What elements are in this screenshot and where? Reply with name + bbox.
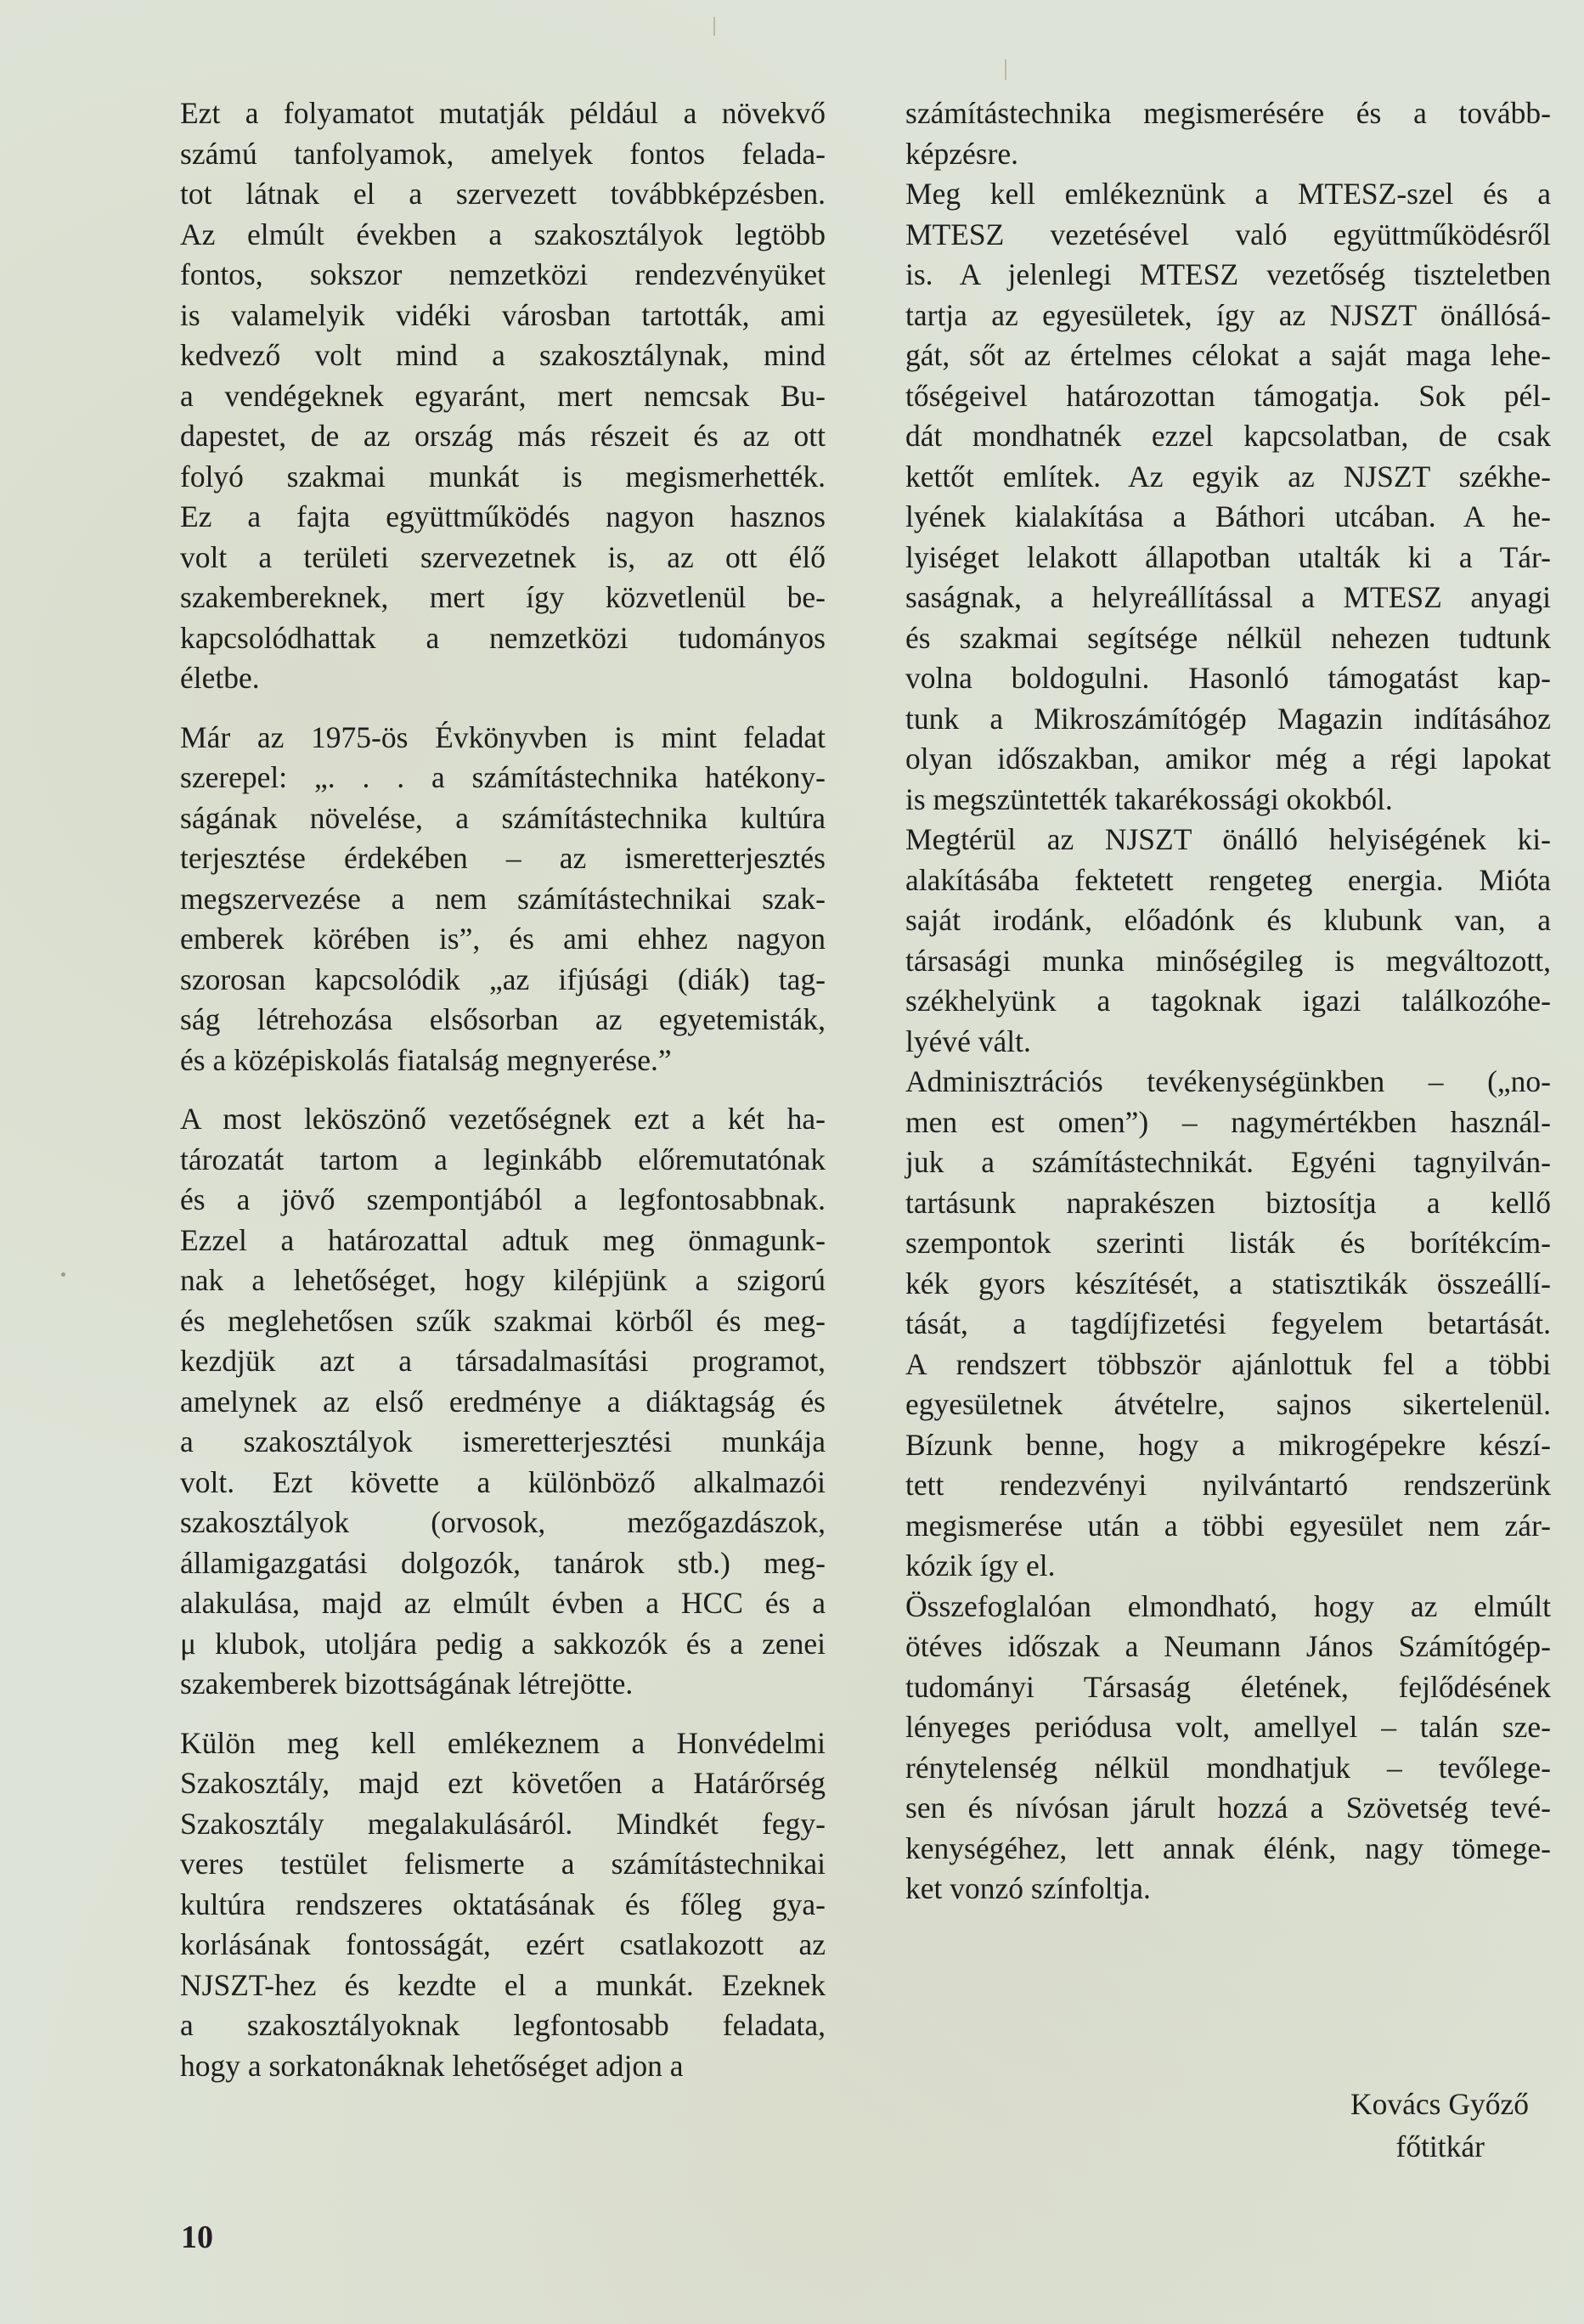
text-line: kettőt említek. Az egyik az NJSZT székhe- [905,459,1551,494]
text-line: is valamelyik vidéki városban tartották, ami [180,297,826,332]
scan-mark [61,1272,65,1277]
text-line: Meg kell emlékeznünk a MTESZ-szel és a [905,177,1551,211]
text-line: lyének kialakítása a Báthori utcában. A he- [905,499,1551,533]
text-line: folyó szakmai munkát is megismerhették. [180,459,826,494]
text-line: tását, a tagdíjfizetési fegyelem betartását. [905,1306,1551,1340]
text-line: megismerése után a többi egyesület nem zár- [905,1508,1551,1543]
text-line: volna boldogulni. Hasonló támogatást kap- [905,661,1551,695]
text-line: olyan időszakban, amikor még a régi lapokat [905,742,1551,776]
paragraph [180,718,826,1081]
text-line: számítástechnika megismerésére és a tovább- [905,96,1551,130]
text-line: tőségeivel határozottan támogatja. Sok pél- [905,378,1551,413]
text-line: és a középiskolás fiatalság megnyerése.” [180,1042,672,1077]
text-line: Összefoglalóan elmondható, hogy az elmúlt [905,1588,1551,1623]
text-line: tározatát tartom a leginkább előremutatónak [180,1142,826,1176]
text-line: MTESZ vezetésével való együttműködésről [905,217,1551,251]
text-line: is. A jelenlegi MTESZ vezetőség tiszteletben [905,257,1551,291]
text-line: tot látnak el a szervezett továbbképzésben. [180,177,826,211]
text-line: Már az 1975-ös Évkönyvben is mint feladat [180,719,826,754]
text-line: a vendégeknek egyaránt, mert nemcsak Bu- [180,378,826,413]
text-line: alakulása, majd az elmúlt évben a HCC és a [180,1586,826,1620]
text-line: Bízunk benne, hogy a mikrogépekre készí- [905,1427,1551,1462]
text-line: tudományi Társaság életének, fejlődésének [905,1669,1551,1704]
text-line: men est omen”) – nagymértékben használ- [905,1104,1551,1139]
text-line: ötéves időszak a Neumann János Számítógép- [905,1629,1551,1663]
text-line: Ezt a folyamatot mutatják például a növekvő [180,96,826,130]
text-line: kedvező volt mind a szakosztálynak, mind [180,338,826,372]
text-line: szakosztályok (orvosok, mezőgazdászok, [180,1505,826,1539]
paragraph [180,1723,826,2087]
text-line: dát mondhatnék ezzel kapcsolatban, de csak [905,419,1551,453]
text-line: sen és nívósan járult hozzá a Szövetség tevé- [905,1791,1551,1825]
text-line: fontos, sokszor nemzetközi rendezvényüket [180,257,826,291]
signature-block [1181,2083,1529,2168]
paragraph [905,1587,1551,1909]
text-line: kultúra rendszeres oktatásának és főleg gya- [180,1887,826,1921]
paragraph-gap [180,1080,826,1099]
text-line: székhelyünk a tagoknak igazi találkozóhe- [905,984,1551,1018]
right-column [905,93,1551,1909]
text-line: rénytelenség nélkül mondhatjuk – tevőlege- [905,1750,1551,1785]
text-line: és a jövő szempontjából a legfontosabbnak. [180,1182,826,1216]
text-line: és meglehetősen szűk szakmai körből és meg- [180,1303,826,1338]
text-line: is megszüntették takarékossági okokból. [905,781,1393,816]
text-line: Adminisztrációs tevékenységünkben – („no- [905,1064,1551,1098]
paragraph [905,93,1551,174]
text-line: a szakosztályok ismeretterjesztési munkája [180,1424,826,1458]
text-line: volt a területi szervezetnek is, az ott élő [180,539,826,574]
text-line: Az elmúlt években a szakosztályok legtöbb [180,217,826,251]
text-line: A most leköszönő vezetőségnek ezt a két ha- [180,1102,826,1136]
text-line: megszervezése a nem számítástechnikai szak- [180,881,826,916]
text-line: amelynek az első eredménye a diáktagság és [180,1384,826,1419]
text-line: NJSZT-hez és kezdte el a munkát. Ezeknek [180,1967,826,2002]
text-line: hogy a sorkatonáknak lehetőséget adjon a [180,2048,684,2083]
text-line: szorosan kapcsolódik „az ifjúsági (diák) tag- [180,962,826,996]
text-line: szempontok szerinti listák és borítékcím- [905,1226,1551,1260]
text-line: ságának növelése, a számítástechnika kultúra [180,800,826,835]
text-line: egyesületnek átvételre, sajnos sikertelenül. [905,1387,1551,1421]
author-title: főtitkár [1395,2129,1485,2163]
text-line: Ezzel a határozattal adtuk meg önmagunk- [180,1222,826,1257]
text-line: Külön meg kell emlékeznem a Honvédelmi [180,1725,826,1760]
scan-mark [1005,59,1006,80]
text-line: Ez a fajta együttműködés nagyon hasznos [180,499,826,533]
text-line: életbe. [180,661,260,695]
text-line: ket vonzó színfoltja. [905,1871,1151,1905]
text-line: szerepel: „. . . a számítástechnika hatékony- [180,760,826,794]
text-line: terjesztése érdekében – az ismeretterjesztés [180,841,826,875]
text-line: Megtérül az NJSZT önálló helyiségének ki- [905,822,1551,856]
text-line: kék gyors készítését, a statisztikák összeállí- [905,1266,1551,1300]
text-line: Szakosztály megalakulásáról. Mindkét fegy- [180,1806,826,1841]
paragraph-gap [180,1705,826,1723]
text-line: társasági munka minőségileg is megváltozott, [905,943,1551,978]
text-line: számú tanfolyamok, amelyek fontos felada- [180,136,826,171]
text-line: gát, sőt az értelmes célokat a saját maga lehe- [905,338,1551,372]
text-line: kezdjük azt a társadalmasítási programot, [180,1344,826,1378]
text-line: veres testület felismerte a számítástechnikai [180,1847,826,1881]
text-line: lyévé vált. [905,1024,1031,1058]
text-line: saságnak, a helyreállítással a MTESZ anyagi [905,580,1551,614]
author-name: Kovács Győző [1350,2087,1529,2121]
text-line: lényeges periódusa volt, amellyel – talán sze- [905,1710,1551,1744]
text-line: volt. Ezt követte a különböző alkalmazói [180,1464,826,1499]
text-line: lyiséget lelakott állapotban utalták ki a Tár- [905,539,1551,574]
text-line: tartja az egyesületek, így az NJSZT önállósá- [905,297,1551,332]
text-line: és szakmai segítsége nélkül nehezen tudtunk [905,620,1551,655]
text-line: a szakosztályoknak legfontosabb feladata, [180,2008,826,2042]
text-line: μ klubok, utoljára pedig a sakkozók és a zenei [180,1626,826,1661]
text-line: alakításába fektetett rengeteg energia. Mióta [905,862,1551,897]
paragraph [905,820,1551,1062]
text-line: szakemberek bizottságának létrejötte. [180,1667,634,1701]
paragraph [905,1062,1551,1587]
text-line: tett rendezvényi nyilvántartó rendszerünk [905,1468,1551,1502]
text-line: Szakosztály, majd ezt követően a Határőrség [180,1766,826,1800]
text-line: kózik így el. [905,1548,1056,1582]
page-number: 10 [181,2220,213,2255]
text-line: korlásának fontosságát, ezért csatlakozott az [180,1927,826,1961]
paragraph [180,1099,826,1705]
text-line: kapcsolódhattak a nemzetközi tudományos [180,620,826,655]
text-line: saját irodánk, előadónk és klubunk van, a [905,903,1551,937]
text-line: A rendszert többször ajánlottuk fel a többi [905,1346,1551,1381]
text-line: kenységéhez, lett annak élénk, nagy tömege- [905,1830,1551,1865]
text-line: tunk a Mikroszámítógép Magazin indításához [905,701,1551,736]
paragraph-gap [180,699,826,718]
text-line: szakembereknek, mert így közvetlenül be- [180,580,826,614]
text-line: emberek körében is”, és ami ehhez nagyon [180,922,826,956]
text-line: nak a lehetőséget, hogy kilépjünk a szigorú [180,1263,826,1297]
paragraph [905,174,1551,820]
text-line: képzésre. [905,136,1019,171]
paragraph [180,93,826,699]
text-line: tartásunk naprakészen biztosítja a kellő [905,1185,1551,1220]
text-line: államigazgatási dolgozók, tanárok stb.) meg- [180,1545,826,1580]
text-line: ság létrehozása elsősorban az egyetemisták, [180,1002,826,1036]
text-line: juk a számítástechnikát. Egyéni tagnyilván- [905,1145,1551,1179]
scan-mark [713,17,715,36]
left-column [180,93,826,2086]
text-line: dapestet, de az ország más részeit és az ott [180,419,826,453]
